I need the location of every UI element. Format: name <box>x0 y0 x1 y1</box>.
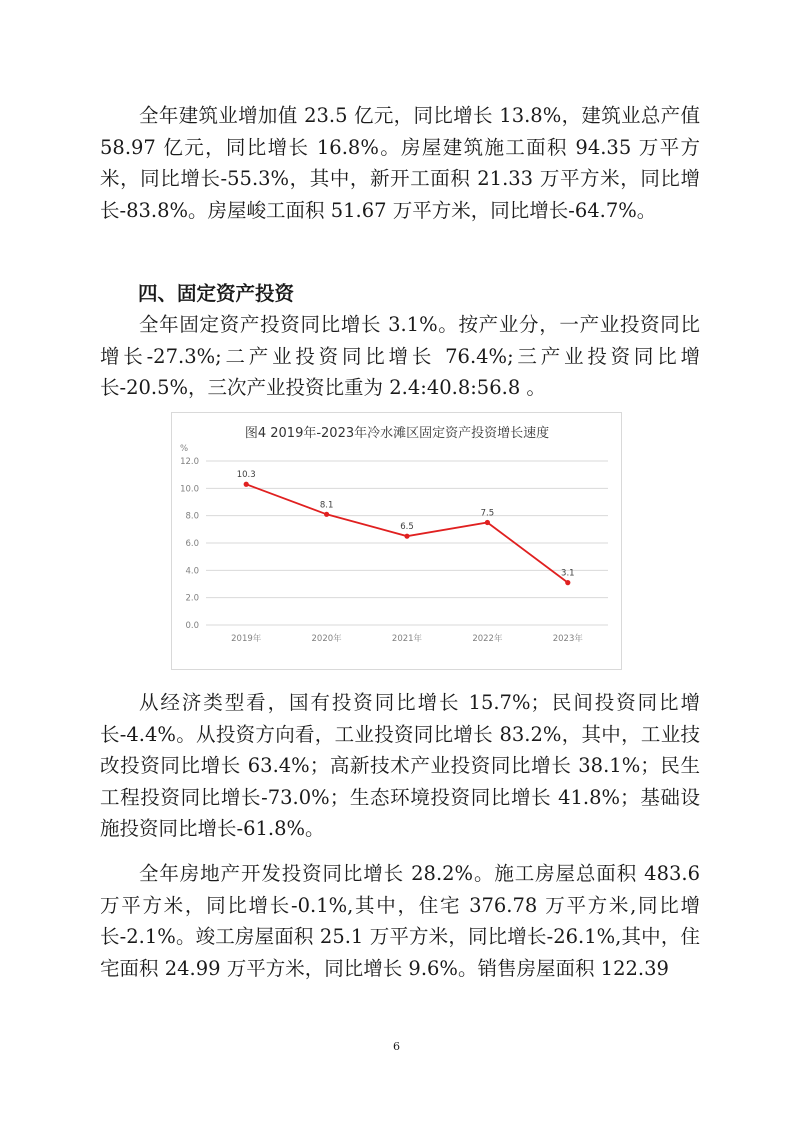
data-point <box>485 520 490 525</box>
x-tick-label: 2020年 <box>311 634 342 644</box>
data-point <box>565 580 570 585</box>
chart-svg <box>172 413 623 671</box>
chart-title: 图4 2019年-2023年冷水滩区固定资产投资增长速度 <box>244 426 550 441</box>
y-axis-unit-label: % <box>180 444 189 454</box>
data-label: 8.1 <box>319 500 334 511</box>
paragraph-fixed-asset-investment: 全年固定资产投资同比增长 3.1%。按产业分，一产业投资同比增长-27.3%;二产业投资同比增长 76.4%;三产业投资同比增长-20.5%，三次产业投资比重为 2.4:40.8:56.8 。 <box>100 313 700 399</box>
y-tick-label: 6.0 <box>185 539 199 549</box>
data-label: 7.5 <box>480 508 495 519</box>
data-point <box>244 482 249 487</box>
y-tick-label: 12.0 <box>180 457 199 467</box>
data-point <box>324 512 329 517</box>
chart-fixed-asset-growth <box>171 412 622 670</box>
section-heading-fixed-asset-investment: 四、固定资产投资 <box>138 282 295 305</box>
data-label: 10.3 <box>236 470 256 481</box>
x-tick-label: 2022年 <box>472 634 503 644</box>
y-tick-label: 8.0 <box>185 511 199 522</box>
x-tick-label: 2023年 <box>552 634 583 644</box>
x-tick-label: 2019年 <box>231 634 262 644</box>
y-tick-label: 10.0 <box>180 484 199 495</box>
page-number: 6 <box>393 1040 400 1053</box>
series-line <box>246 484 568 582</box>
paragraph-construction: 全年建筑业增加值 23.5 亿元，同比增长 13.8%，建筑业总产值 58.97 亿元，同比增长 16.8%。房屋建筑施工面积 94.35 万平方米，同比增长-55.3%，其中，新开工面积 21.33 万平方米，同比增长-83.8%。房屋峻工面积 51.67 万平方米，同比增长-64.7%。 <box>100 104 700 222</box>
data-point <box>404 534 409 539</box>
y-tick-label: 0.0 <box>185 621 199 631</box>
data-label: 6.5 <box>400 522 414 533</box>
data-label: 3.1 <box>561 568 575 579</box>
y-tick-label: 2.0 <box>185 593 199 604</box>
x-tick-label: 2021年 <box>391 634 423 644</box>
y-tick-label: 4.0 <box>185 566 199 577</box>
paragraph-investment-by-type: 从经济类型看，国有投资同比增长 15.7%；民间投资同比增长-4.4%。从投资方向看，工业投资同比增长 83.2%，其中，工业技改投资同比增长 63.4%；高新技术产业投资同比增长 38.1%；民生工程投资同比增长-73.0%；生态环境投资同比增长 41.8%；基础设施投资同比增长-61.8%。 <box>100 691 700 840</box>
paragraph-real-estate: 全年房地产开发投资同比增长 28.2%。施工房屋总面积 483.6 万平方米，同比增长-0.1%,其中，住宅 376.78 万平方米,同比增长-2.1%。竣工房屋面积 25.1 万平方米，同比增长-26.1%,其中，住宅面积 24.99 万平方米，同比增长 9.6%。销售房屋面积 122.39 <box>100 862 700 980</box>
